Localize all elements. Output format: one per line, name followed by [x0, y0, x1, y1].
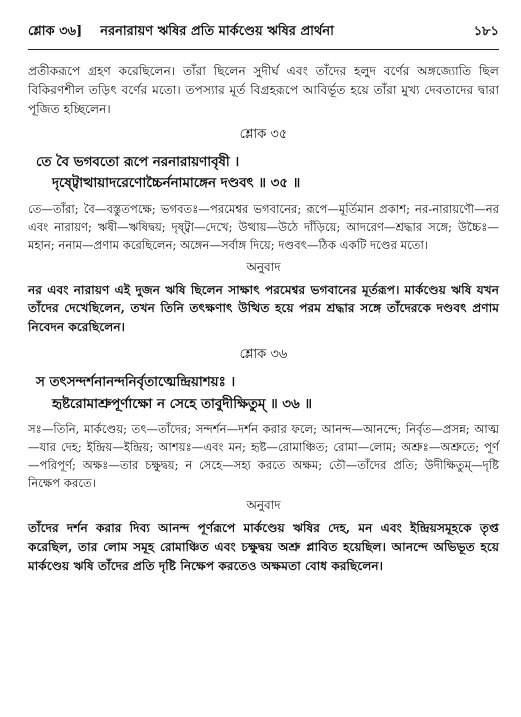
sloka-36-line-1: স তৎসন্দর্শনানন্দনির্বৃতাত্মেন্দ্রিয়াশয়ঃ । — [36, 374, 236, 391]
sloka-35-verse — [36, 152, 499, 195]
running-header — [28, 22, 499, 50]
sloka-35-line-1: তে বৈ ভগবতো রূপে নরনারায়ণাবৃষী । — [36, 153, 240, 170]
sloka-36-line-2: হৃষ্টরোমাশ্রুপূর্ণাক্ষো ন সেহে তাবুদীক্ষিতুম্ ॥ ৩৬ ॥ — [52, 395, 312, 412]
intro-paragraph: প্রতীকরূপে গ্রহণ করেছিলেন। তাঁরা ছিলেন সুদীর্ঘ এবং তাঁদের হলুদ বর্ণের অঙ্গজ্যোতি ছিল বিকিরণশীল তড়িৎ বর্ণের মতো। তপস্যার মূর্ত বিগ্রহরূপে আবির্ভূত হয়ে তাঁরা মুখ্য দেবতাদের দ্বারা পূজিত হচ্ছিলেন। — [28, 64, 499, 116]
header-sloka-ref: শ্লোক ৩৬] — [28, 24, 83, 39]
sloka-36-translation: তাঁদের দর্শন করার দিব্য আনন্দ পূর্ণরূপে মার্কণ্ডেয় ঋষির দেহ, মন এবং ইন্দ্রিয়সমূহকে তৃপ্ত করেছিল, তার লোম সমূহ রোমাঞ্চিত এবং চক্ষুদ্বয় অশ্রু প্লাবিত হয়েছিল। আনন্দে অভিভূত হয়ে মার্কণ্ডেয় ঋষি তাঁদের প্রতি দৃষ্টি নিক্ষেপ করতেও অক্ষমতা বোধ করছিলেন। — [28, 520, 499, 573]
sloka-35-word-meanings: তে—তাঁরা; বৈ—বস্তুতপক্ষে; ভগবতঃ—পরমেশ্বর ভগবানের; রূপে—মূর্তিমান প্রকাশ; নর-নারায়ণৌ—নর এবং নারায়ণ; ঋষী—ঋষিদ্বয়; দৃষ্ট্বা—দেখে; উত্থায়—উঠে দাঁড়িয়ে; আদরেণ—শ্রদ্ধার সঙ্গে; উচ্চৈঃ—মহান; ননাম—প্রণাম করেছিলেন; অঙ্গেন—সর্বাঙ্গ দিয়ে; দণ্ডবৎ—ঠিক একটি দণ্ডের মতো। — [28, 201, 499, 252]
sloka-35-anubad-heading: অনুবাদ — [246, 259, 281, 274]
sloka-35-heading: শ্লোক ৩৫ — [239, 126, 288, 142]
sloka-36-verse — [36, 372, 499, 415]
sloka-36-anubad-heading: অনুবাদ — [246, 497, 281, 512]
sloka-35-line-2: দৃষ্ট্বোত্থায়াদরেণোচ্চৈর্ননামাঙ্গেন দণ্ডবৎ ॥ ৩৫ ॥ — [52, 175, 301, 192]
header-title: নরনারায়ণ ঋষির প্রতি মার্কণ্ডেয় ঋষির প্রার্থনা — [100, 24, 334, 39]
page-number: ১৮১ — [473, 24, 499, 39]
sloka-36-word-meanings: সঃ—তিনি, মার্কণ্ডেয়; তৎ—তাঁদের; সন্দর্শন—দর্শন করার ফলে; আনন্দ—আনন্দে; নির্বৃত—প্রসন্ন; আত্ম—যার দেহ; ইন্দ্রিয়—ইন্দ্রিয়; আশয়ঃ—এবং মন; হৃষ্ট—রোমাঞ্চিত; রোমা—লোম; অশ্রুঃ—অশ্রুতে; পূর্ণ—পরিপূর্ণ; অক্ষঃ—তার চক্ষুদ্বয়; ন সেহে—সহ্য করতে অক্ষম; তৌ—তাঁদের প্রতি; উদীক্ষিতুম্—দৃষ্টি নিক্ষেপ করতে। — [28, 422, 499, 490]
sloka-35-translation: নর এবং নারায়ণ এই দুজন ঋষি ছিলেন সাক্ষাৎ পরমেশ্বর ভগবানের মূর্তরূপ। মার্কণ্ডেয় ঋষি যখন তাঁদের দেখেছিলেন, তখন তিনি তৎক্ষণাৎ উত্থিত হয়ে পরম শ্রদ্ধার সঙ্গে তাঁদেরকে দণ্ডবৎ প্রণাম নিবেদন করেছিলেন। — [28, 282, 499, 335]
sloka-36-heading: শ্লোক ৩৬ — [239, 347, 288, 363]
